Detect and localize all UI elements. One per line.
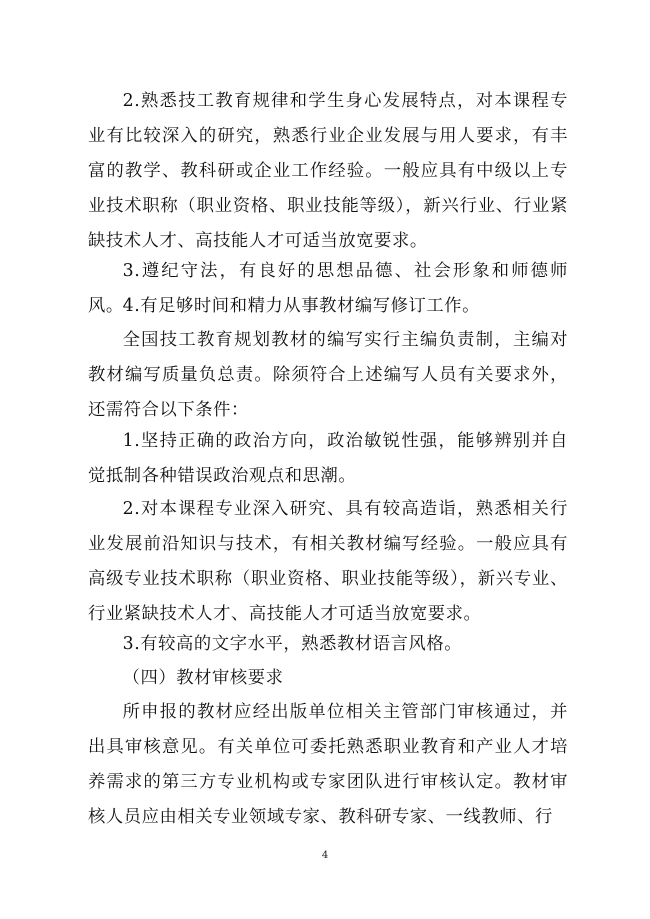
paragraph-editor-condition-2: 2.对本课程专业深入研究、具有较高造诣，熟悉相关行业发展前沿知识与技术，有相关教材编写经验。一般应具有高级专业技术职称（职业资格、职业技能等级），新兴专业、行业紧缺技术人才、高技能人才可适当放宽要求。 xyxy=(88,499,568,624)
section-heading-review-requirements: （四）教材审核要求 xyxy=(122,668,284,688)
paragraph-teacher-requirement-4: 4.有足够时间和精力从事教材编写修订工作。 xyxy=(122,296,481,316)
paragraph-editor-condition-1: 1.坚持正确的政治方向，政治敏锐性强，能够辨别并自觉抵制各种错误政治观点和思潮。 xyxy=(88,431,568,486)
paragraph-editor-condition-3: 3.有较高的文字水平，熟悉教材语言风格。 xyxy=(122,634,463,654)
page-number: 4 xyxy=(321,850,329,861)
paragraph-teacher-requirement-2: 2.熟悉技工教育规律和学生身心发展特点，对本课程专业有比较深入的研究，熟悉行业企业发展与用人要求，有丰富的教学、教科研或企业工作经验。一般应具有中级以上专业技术职称（职业资格、职业技能等级），新兴行业、行业紧缺技术人才、高技能人才可适当放宽要求。 xyxy=(88,91,568,251)
paragraph-teacher-requirement-3: 3.遵纪守法，有良好的思想品德、社会形象和师德师风。 xyxy=(88,261,568,316)
paragraph-chief-editor-responsibility: 全国技工教育规划教材的编写实行主编负责制，主编对教材编写质量负总责。除须符合上述编写人员有关要求外，还需符合以下条件： xyxy=(88,330,568,420)
paragraph-review-requirements: 所申报的教材应经出版单位相关主管部门审核通过，并出具审核意见。有关单位可委托熟悉职业教育和产业人才培养需求的第三方专业机构或专家团队进行审核认定。教材审核人员应由相关专业领域专家、教科研专家、一线教师、行 xyxy=(88,702,568,827)
